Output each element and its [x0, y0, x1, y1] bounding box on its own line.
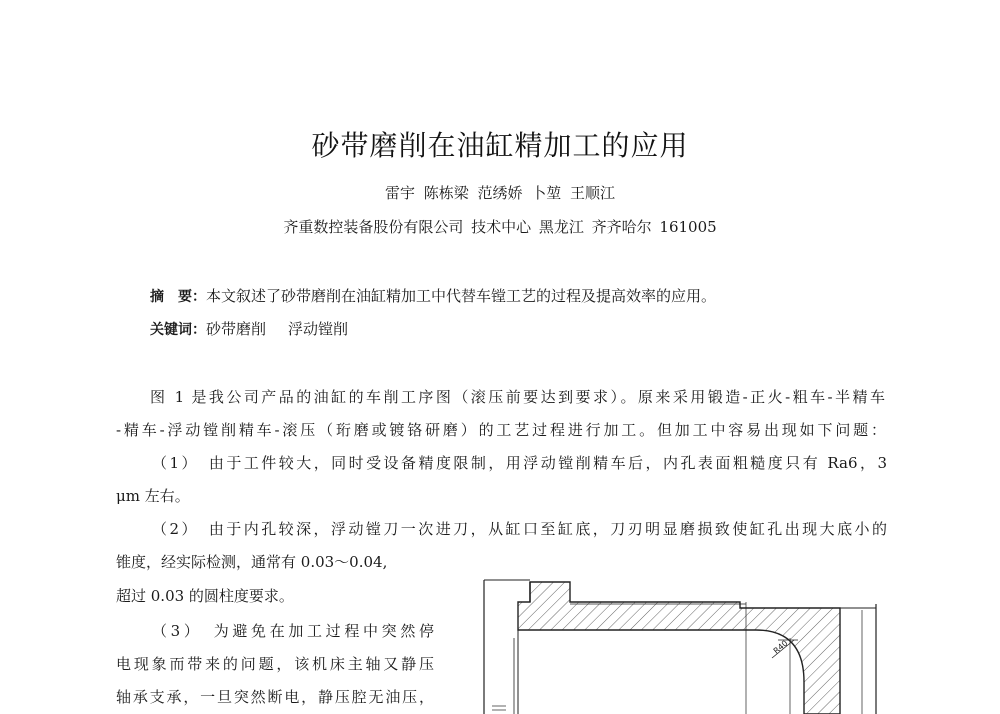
- body-paragraph-line: 超过 0.03 的圆柱度要求。: [116, 587, 294, 605]
- body-paragraph-line: 图 1 是我公司产品的油缸的车削工序图（滚压前要达到要求）。原来采用锻造-正火-粗车-半精车: [150, 388, 885, 406]
- keywords: [150, 318, 348, 339]
- body-paragraph-line: μm 左右。: [116, 487, 190, 505]
- abstract-text: 本文叙述了砂带磨削在油缸精加工中代替车镗工艺的过程及提高效率的应用。: [206, 287, 717, 305]
- body-paragraph-line: （2） 由于内孔较深，浮动镗刀一次进刀，从缸口至缸底，刀刃明显磨损致使缸孔出现大底小的: [152, 520, 887, 538]
- radius-label: R40: [771, 638, 790, 656]
- affiliation: 齐重数控装备股份有限公司 技术中心 黑龙江 齐齐哈尔 161005: [283, 218, 717, 236]
- body-paragraph-line: （1） 由于工件较大，同时受设备精度限制，用浮动镗削精车后，内孔表面粗糙度只有 Ra6，3: [152, 454, 887, 472]
- body-paragraph-line: 锥度，经实际检测，通常有 0.03～0.04,: [116, 553, 388, 571]
- cylinder-section-figure: [478, 578, 880, 714]
- paper-title: 砂带磨削在油缸精加工的应用: [311, 129, 689, 162]
- body-paragraph-line: （3） 为避免在加工过程中突然停: [152, 622, 434, 640]
- hatched-wall-section: [518, 582, 840, 714]
- abstract-label: 摘 要：: [150, 289, 206, 305]
- keywords-label: 关键词：: [150, 322, 206, 338]
- body-paragraph-line: -精车-浮动镗削精车-滚压（珩磨或镀铬研磨）的工艺过程进行加工。但加工中容易出现如下问题：: [116, 421, 886, 439]
- author-list: 雷宇 陈栋梁 范绣娇 卜堃 王顺江: [384, 184, 616, 202]
- abstract: [150, 285, 716, 306]
- keyword-item: 砂带磨削: [206, 320, 267, 338]
- keyword-item: 浮动镗削: [288, 320, 349, 338]
- body-paragraph-line: 电现象而带来的问题，该机床主轴又静压: [116, 655, 434, 673]
- body-paragraph-line: 轴承支承，一旦突然断电，静压腔无油压，: [116, 688, 434, 706]
